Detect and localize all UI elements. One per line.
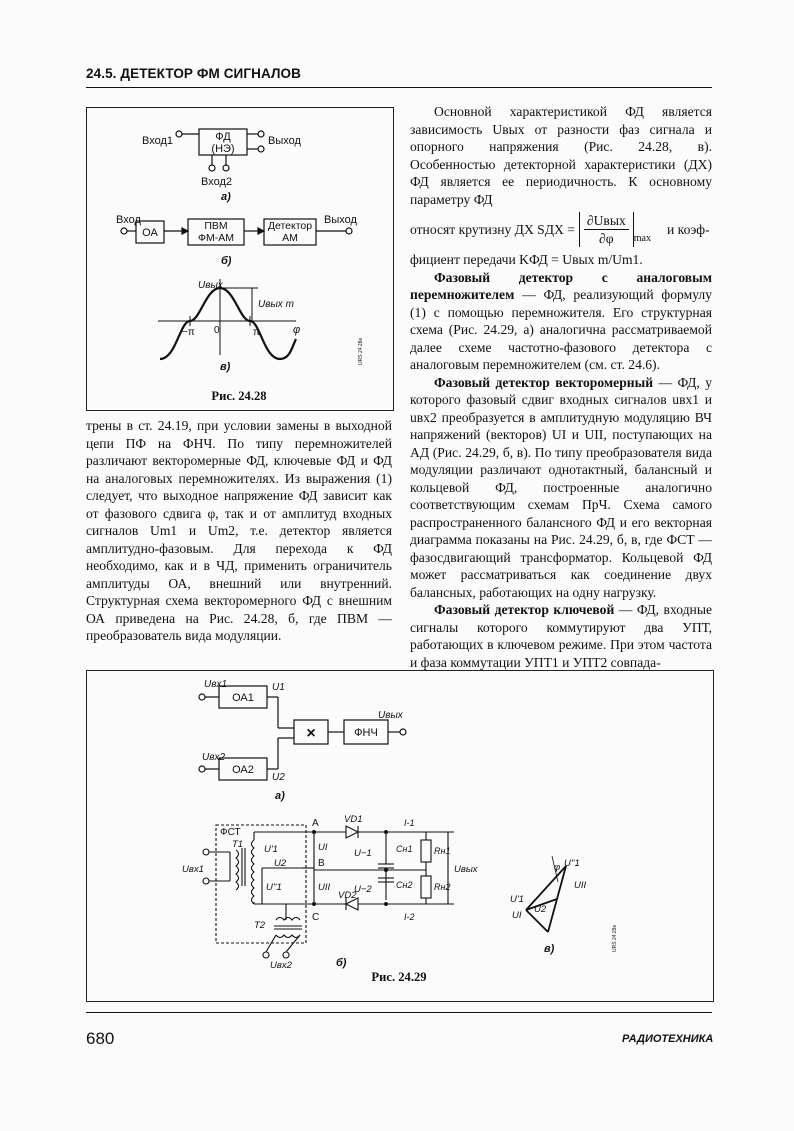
b-out-label: Выход [324, 214, 357, 226]
b-rn2: Rн2 [434, 882, 451, 892]
b-u1p: U'1 [264, 844, 278, 855]
t1-secondary-coil [252, 840, 255, 904]
pvm-label-1: ПВМ [204, 220, 228, 232]
b-vd2: VD2 [338, 890, 357, 901]
b-u2: U2 [274, 858, 287, 869]
journal-name: РАДИОТЕХНИКА [622, 1033, 714, 1045]
v-pi-label: π [253, 327, 260, 338]
p4-rest: — ФД, входные сигналы которого коммутируют два УПТ, работающих в ключевом режиме. При этом частота и фаза коммутации УПТ1 и УПТ2 совпада- [410, 602, 712, 670]
b-uII: UII [318, 882, 331, 893]
header-rule [86, 87, 712, 88]
right-column [410, 103, 712, 671]
fig28-v-label: в) [220, 361, 231, 373]
formula-post: и коэф- [666, 221, 710, 237]
b-uvyh: Uвых [454, 864, 478, 875]
b-A: A [312, 818, 319, 829]
a-fnch: ФНЧ [354, 727, 378, 739]
b-t2: T2 [254, 920, 266, 931]
formula-numerator: ∂Uвых [584, 212, 629, 230]
a-uvh2: Uвх2 [202, 752, 226, 763]
b-C: C [312, 912, 320, 923]
v-negpi-label: −π [182, 327, 195, 338]
running-header: 24.5. ДЕТЕКТОР ФМ СИГНАЛОВ [86, 66, 302, 81]
a-u2: U2 [272, 772, 285, 783]
right-paragraph-3 [410, 374, 712, 602]
v-uvyh-label: Uвых [198, 280, 223, 291]
a-oa1: ОА1 [232, 692, 254, 704]
v-phi-label: φ [293, 324, 301, 336]
v-uvyhm-label: Uвых m [258, 299, 294, 310]
t2-coil [276, 918, 300, 921]
v-zero-label: 0 [214, 325, 220, 336]
b-cn2: Cн2 [396, 880, 413, 890]
v-u1p: U'1 [510, 894, 524, 905]
p2-bold: Фазовый детектор с аналоговым перемножителем [410, 269, 712, 302]
right-paragraph-4 [410, 601, 712, 671]
left-column [86, 417, 392, 645]
a-uvh1: Uвх1 [204, 679, 228, 690]
fig28-a-label: а) [221, 191, 231, 203]
fd-block-label: ФД [215, 131, 231, 143]
p3-rest: — ФД, у которого фазовый сдвиг входных сигналов uвх1 и uвх2 преобразуется в амплитудную модуляцию ВЧ напряжений (векторов) UI и UII, поступающих на АД (Рис. 24.29, б, в). По типу преобразователя вида модуляции различают однотактный, балансный и кольцевой ФД, построенные аналогично соответствующим схемам ПрЧ. Схема самого распространенного балансного ФД и его векторная диаграмма показаны на Рис. 24.29, б, в, где ФСТ — фазосдвигающий трансформатор. Кольцевой ФД может рассматриваться как соединение двух балансных, работающих на одну нагрузку. [410, 374, 712, 600]
b-u1pp: U''1 [266, 882, 282, 893]
v-uII: UII [574, 880, 587, 891]
pvm-label-2: ФМ-АМ [198, 232, 234, 244]
a-oa2: ОА2 [232, 764, 254, 776]
left-paragraph: трены в ст. 24.19, при условии замены в выходной цепи ПФ на ФНЧ. По типу перемножителей различают векторомерные ФД, ключевые ФД и ФД на аналоговых перемножителях. Из выражения (1) следует, что выходное напряжение ФД зависит как от фазового сдвига φ, так и от амплитуд входных сигналов Um1 и Um2, т.е. детектор является амплитудно-фазовым. Для перехода к ФД необходимо, как и в ЧД, применить ограничитель амплитуды ОА, внешний или внутренний. Структурная схема векторомерного ФД с внешним ОА приведена на Рис. 24.28, б, где ПВМ — преобразователь вида модуляции. [86, 418, 392, 643]
right-paragraph-1: Основной характеристикой ФД является зависимость Uвых от разности фаз сигнала и опорного напряжения (Рис. 24.28, в). Особенностью детекторной характеристики (ДХ) ФД является ее периодичность. К основному параметру ФД [410, 104, 712, 207]
rn1-resistor [421, 840, 431, 862]
fd-block-sub: (НЭ) [211, 143, 235, 155]
p3-bold: Фазовый детектор векторомерный [434, 374, 654, 390]
footer-rule [86, 1012, 712, 1013]
v-uI: UI [512, 910, 522, 921]
b-in-label: Вход [116, 214, 141, 226]
fig28-stamp: URS 24.28e [358, 337, 364, 365]
b-i2: I-2 [404, 912, 415, 922]
b-uvh1: Uвх1 [182, 864, 204, 875]
formula-fraction [584, 212, 629, 247]
fig29-b-label: б) [336, 957, 347, 969]
formula-denominator: ∂φ [599, 231, 614, 246]
b-um1: U−1 [354, 848, 372, 859]
right-paragraph-2 [410, 269, 712, 374]
a-uvyh: Uвых [378, 710, 403, 721]
v-u1pp: U''1 [564, 858, 580, 869]
figure-24-29-caption: Рис. 24.29 [371, 970, 427, 984]
sdh-formula [410, 212, 712, 247]
figure-24-28 [86, 107, 392, 387]
b-fst: ФСТ [220, 827, 241, 838]
b-vd1: VD1 [344, 814, 363, 825]
b-uI: UI [318, 842, 328, 853]
p2-rest: — ФД, реализующий формулу (1) с помощью перемножителя. Его структурная схема (Рис. 24.29, а) аналогична рассматриваемой далее схеме частотно-фазового детектора с аналоговым перемножителем (см. ст. 24.6). [410, 287, 712, 372]
a-u1: U1 [272, 682, 285, 693]
det-label-2: АМ [282, 232, 298, 244]
b-i1: I-1 [404, 818, 415, 828]
p4-bold: Фазовый детектор ключевой [434, 602, 615, 617]
formula-sub: max [633, 232, 651, 244]
fd-in1-label: Вход1 [142, 135, 174, 147]
formula-pre: относят крутизну ДХ SДХ = [410, 221, 575, 237]
fd-out-label: Выход [268, 135, 301, 147]
b-B: B [318, 858, 325, 869]
b-um2: U−2 [354, 884, 372, 895]
t1-primary-coil [236, 850, 239, 890]
v-u2: U2 [534, 904, 547, 915]
det-label-1: Детектор [267, 220, 313, 232]
fig29-v-label: в) [544, 943, 555, 955]
fig29-a-label: а) [275, 790, 285, 802]
fig28-b-label: б) [221, 255, 232, 267]
fd-in2-label: Вход2 [201, 176, 233, 188]
b-uvh2: Uвх2 [270, 960, 292, 971]
vd1-diode [346, 826, 358, 838]
page-number: 680 [86, 1029, 115, 1048]
b-cn1: Cн1 [396, 844, 413, 854]
figure-24-28-caption: Рис. 24.28 [211, 389, 267, 403]
oa-label: ОА [142, 227, 158, 239]
formula-abs [579, 212, 634, 247]
b-t1: T1 [232, 839, 244, 850]
right-paragraph-1-tail: фициент передачи KФД = Uвых m/Um1. [410, 252, 643, 267]
a-mult: × [306, 725, 316, 742]
fig29-stamp: URS 24.29e [612, 924, 618, 952]
b-rn1: Rн1 [434, 846, 451, 856]
v-phi: φ [554, 862, 561, 873]
rn2-resistor [421, 876, 431, 898]
figure-24-29 [86, 670, 712, 1000]
